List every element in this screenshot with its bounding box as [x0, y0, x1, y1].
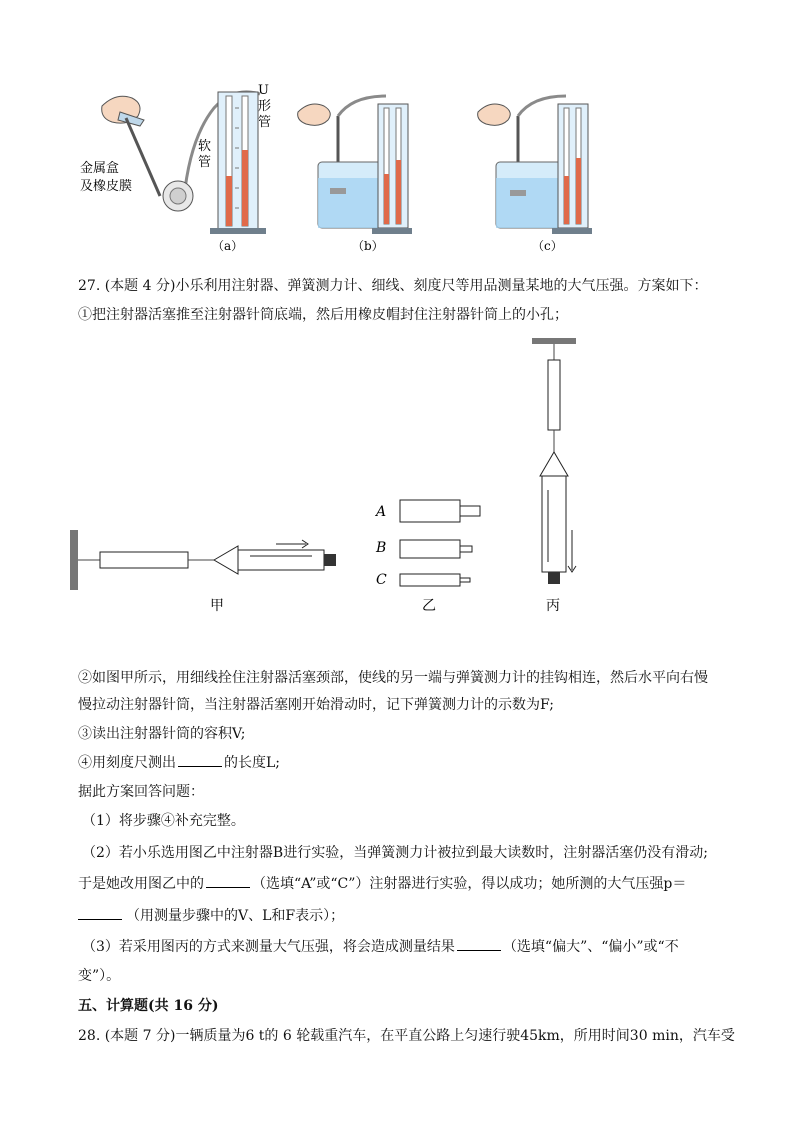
label-bing: 丙	[546, 598, 560, 614]
q27-sub2-line1: （2）若小乐选用图乙中注射器B进行实验，当弹簧测力计被拉到最大读数时，注射器活塞仍没有滑动;	[82, 845, 708, 861]
q27-step3: ③读出注射器针筒的容积V;	[78, 726, 246, 742]
q27-sub2-line2-post: （选填“A”或“C”）注射器进行实验，得以成功；她所测的大气压强p＝	[252, 876, 687, 892]
answer-blank-result[interactable]	[457, 950, 501, 951]
q27-step4-post: 的长度L;	[224, 755, 281, 771]
q27-sub2-line2	[78, 874, 686, 894]
q28-line1: 28. (本题 7 分)一辆质量为6 t的 6 轮载重汽车，在平直公路上匀速行驶45km，所用时间30 min，汽车受	[78, 1028, 735, 1044]
q27-intro: 27. (本题 4 分)小乐利用注射器、弹簧测力计、细线、刻度尺等用品测量某地的大气压强。方案如下：	[78, 278, 708, 294]
label-yi: 乙	[422, 598, 436, 614]
q27-step2-line2: 慢拉动注射器针筒，当注射器活塞刚开始滑动时，记下弹簧测力计的示数为F;	[78, 697, 554, 713]
answer-blank-pressure[interactable]	[78, 919, 122, 920]
q27-step4-pre: ④用刻度尺测出	[78, 755, 176, 771]
label-A: A	[376, 504, 387, 520]
q27-step2-line1: ②如图甲所示，用细线拴住注射器活塞颈部，使线的另一端与弹簧测力计的挂钩相连，然后水平向右慢	[78, 670, 708, 686]
caption-b: （b）	[352, 239, 384, 253]
answer-blank-step4[interactable]	[178, 766, 222, 767]
figure-yi	[374, 500, 480, 614]
figure-bing	[532, 338, 576, 614]
pressure-gauge-figure	[80, 78, 720, 258]
label-jia: 甲	[210, 598, 224, 614]
caption-a: （a）	[212, 239, 244, 253]
label-u-tube-xing: 形	[258, 99, 272, 114]
q27-sub2-line3	[78, 906, 344, 926]
label-hose-ruan: 软	[198, 139, 212, 154]
label-u-tube-u: U	[258, 83, 269, 98]
answer-blank-syringe-choice[interactable]	[206, 887, 250, 888]
q27-sub2-line3-post: （用测量步骤中的V、L和F表示）；	[126, 908, 345, 924]
q27-sub3-line2: 变”）。	[78, 968, 121, 984]
figure-b	[298, 96, 412, 234]
q27-sub3-line1-pre: （3）若采用图丙的方式来测量大气压强，将会造成测量结果	[82, 939, 455, 955]
q27-sub1: （1）将步骤④补充完整。	[82, 813, 245, 829]
q27-instruction: 据此方案回答问题：	[78, 784, 204, 800]
syringe-figure	[60, 330, 760, 620]
label-u-tube-guan: 管	[258, 115, 272, 130]
q27-step1: ①把注射器活塞推至注射器针筒底端，然后用橡皮帽封住注射器针筒上的小孔；	[78, 307, 568, 323]
q27-sub3-line1	[82, 937, 679, 957]
label-rubber-membrane: 及橡皮膜	[80, 179, 133, 194]
label-C: C	[376, 572, 387, 588]
figure-jia	[70, 530, 336, 614]
label-hose-guan: 管	[198, 155, 212, 170]
caption-c: （c）	[532, 239, 563, 253]
q27-sub2-line2-pre: 于是她改用图乙中的	[78, 876, 204, 892]
label-B: B	[376, 540, 387, 556]
figure-a	[102, 92, 266, 234]
q27-sub3-line1-post: （选填“偏大”、“偏小”或“不	[502, 939, 679, 955]
section5-title: 五、计算题(共 16 分)	[78, 998, 219, 1014]
label-metal-box: 金属盒	[80, 161, 120, 176]
q27-step4	[78, 753, 280, 773]
figure-c	[478, 96, 592, 234]
